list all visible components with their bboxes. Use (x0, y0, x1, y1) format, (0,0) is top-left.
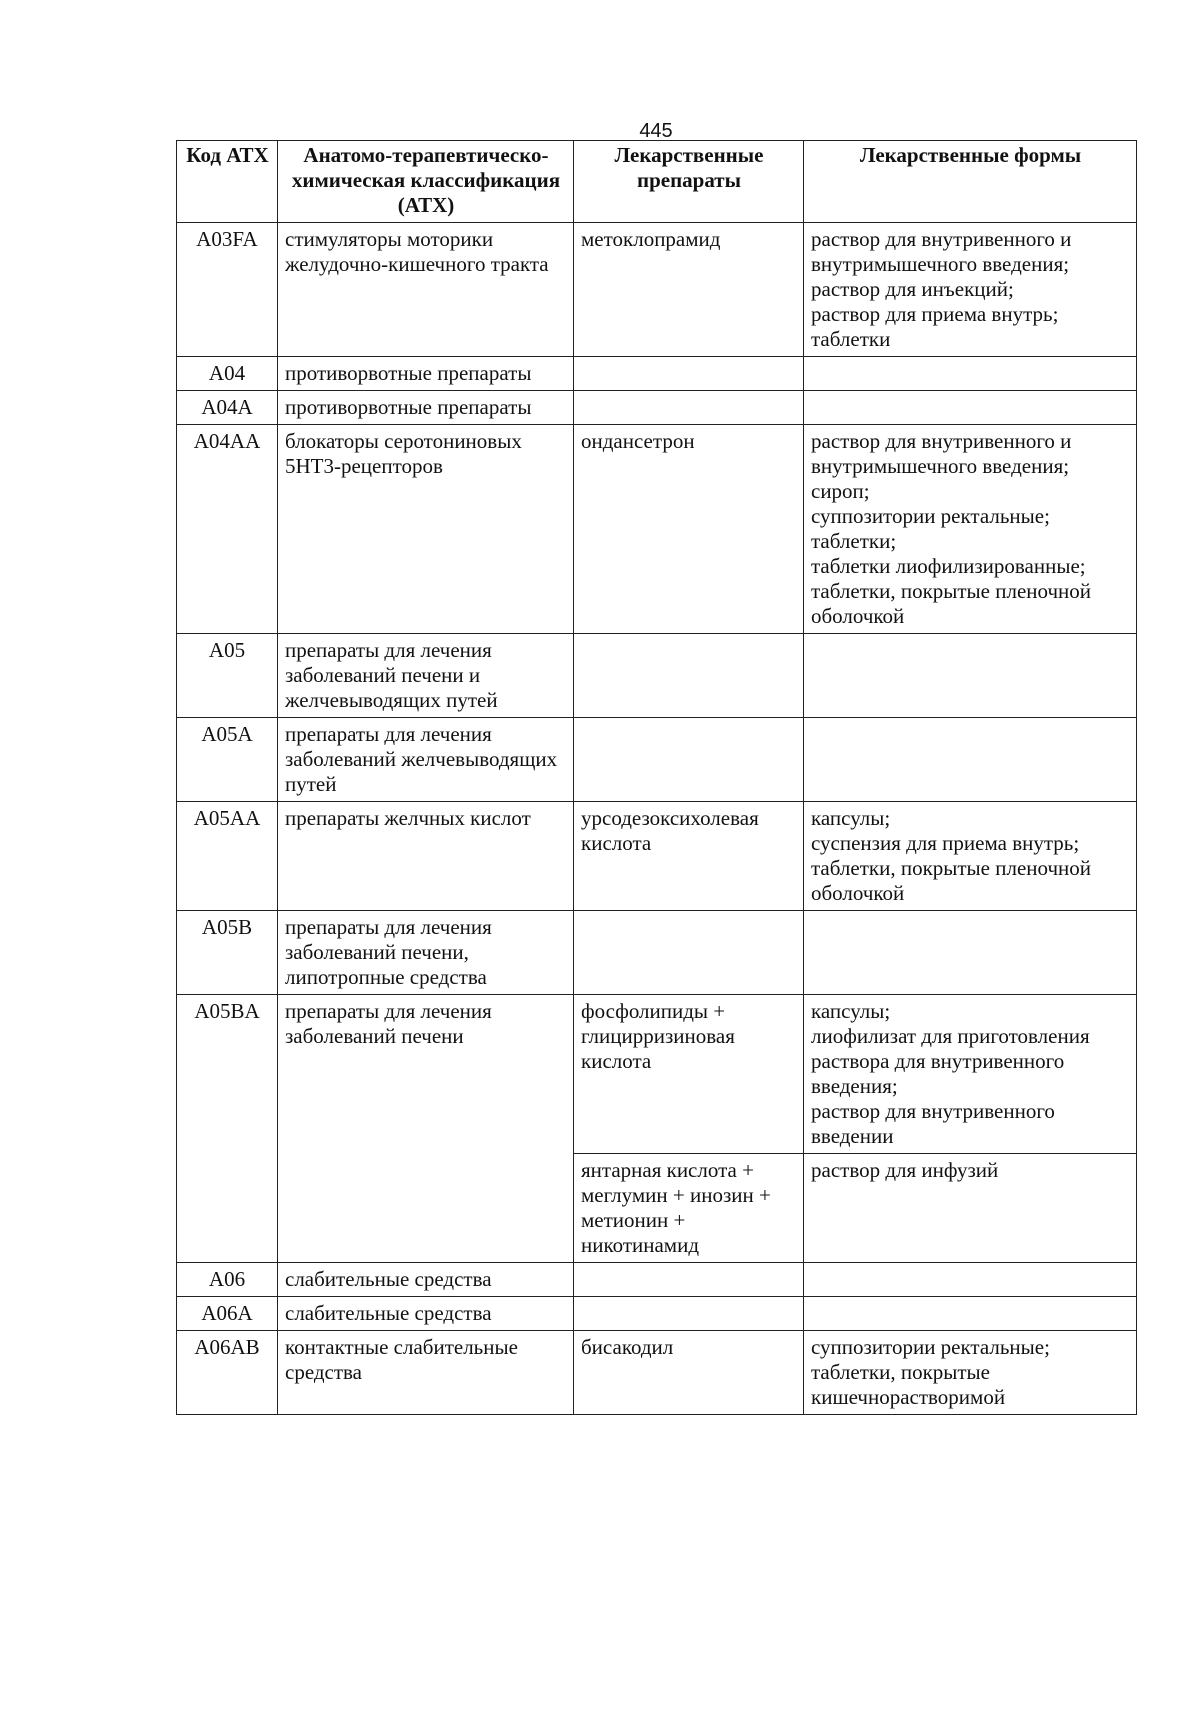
table-row (177, 911, 1137, 995)
header-dosage-forms: Лекарственные формы (804, 141, 1137, 223)
drug-cell (574, 357, 804, 391)
table-row (177, 634, 1137, 718)
atx-code-cell: A03FA (177, 223, 278, 357)
dosage-form-item: капсулы; (811, 999, 891, 1023)
dosage-form-item: раствор для приема внутрь; (811, 302, 1059, 326)
drug-cell: янтарная кислота + меглумин + инозин + метионин + никотинамид (574, 1154, 804, 1263)
atx-classification-cell: препараты для лечения заболеваний желчевыводящих путей (278, 718, 574, 802)
atx-code-cell: A05AA (177, 802, 278, 911)
atx-classification-cell: противорвотные препараты (278, 357, 574, 391)
atx-code-cell: A05A (177, 718, 278, 802)
dosage-forms-cell (804, 223, 1137, 357)
table-header-row (177, 141, 1137, 223)
drug-cell (574, 634, 804, 718)
table-row (177, 1297, 1137, 1331)
dosage-form-item: раствор для внутривенного введении (811, 1099, 1055, 1148)
table-row (177, 995, 1137, 1154)
table-row (177, 1331, 1137, 1415)
dosage-form-item: раствор для инъекций; (811, 277, 1014, 301)
table-body (177, 223, 1137, 1415)
atx-classification-cell: препараты желчных кислот (278, 802, 574, 911)
atx-code-cell: A05B (177, 911, 278, 995)
atx-classification-cell: слабительные средства (278, 1297, 574, 1331)
dosage-form-item: таблетки; (811, 529, 897, 553)
table-row (177, 425, 1137, 634)
dosage-form-item: таблетки, покрытые кишечнорастворимой (811, 1360, 1006, 1409)
atx-code-cell: A05BA (177, 995, 278, 1263)
dosage-forms-cell (804, 391, 1137, 425)
dosage-form-item: раствор для внутривенного и внутримышечного введения; (811, 429, 1072, 478)
dosage-form-item: таблетки, покрытые пленочной оболочкой (811, 579, 1092, 628)
dosage-forms-cell (804, 911, 1137, 995)
dosage-forms-cell (804, 995, 1137, 1154)
dosage-forms-cell (804, 718, 1137, 802)
drug-cell (574, 1263, 804, 1297)
atx-classification-cell: препараты для лечения заболеваний печени и желчевыводящих путей (278, 634, 574, 718)
dosage-form-item: суппозитории ректальные; (811, 1335, 1050, 1359)
dosage-forms-cell (804, 634, 1137, 718)
atx-classification-cell: препараты для лечения заболеваний печени, липотропные средства (278, 911, 574, 995)
dosage-forms-cell (804, 1263, 1137, 1297)
atx-code-cell: A05 (177, 634, 278, 718)
atx-code-cell: A04A (177, 391, 278, 425)
table-row (177, 391, 1137, 425)
drug-cell (574, 911, 804, 995)
atx-classification-cell: слабительные средства (278, 1263, 574, 1297)
drug-cell (574, 1297, 804, 1331)
table-row (177, 802, 1137, 911)
dosage-form-item: капсулы; (811, 806, 891, 830)
atx-classification-cell: стимуляторы моторики желудочно-кишечного тракта (278, 223, 574, 357)
header-atx-code: Код АТХ (177, 141, 278, 223)
dosage-form-item: лиофилизат для приготовления раствора для внутривенного введения; (811, 1024, 1090, 1098)
header-atx-classification: Анатомо-терапевтическо-химическая классификация (АТХ) (278, 141, 574, 223)
atx-code-cell: A06 (177, 1263, 278, 1297)
dosage-form-item: таблетки лиофилизированные; (811, 554, 1086, 578)
dosage-forms-cell (804, 1297, 1137, 1331)
table-row (177, 1263, 1137, 1297)
dosage-form-item: таблетки (811, 327, 891, 351)
atx-table (176, 140, 1137, 1415)
page-number: 445 (639, 120, 673, 142)
atx-classification-cell: противорвотные препараты (278, 391, 574, 425)
dosage-forms-cell (804, 357, 1137, 391)
atx-classification-cell: препараты для лечения заболеваний печени (278, 995, 574, 1263)
header-drugs: Лекарственные препараты (574, 141, 804, 223)
dosage-form-item: раствор для инфузий (811, 1158, 999, 1182)
drug-cell: бисакодил (574, 1331, 804, 1415)
dosage-form-item: сироп; (811, 479, 870, 503)
drug-cell (574, 718, 804, 802)
atx-classification-cell: блокаторы серотониновых 5HT3-рецепторов (278, 425, 574, 634)
atx-code-cell: A06A (177, 1297, 278, 1331)
drug-cell: фосфолипиды + глицирризиновая кислота (574, 995, 804, 1154)
dosage-form-item: суспензия для приема внутрь; (811, 831, 1080, 855)
dosage-forms-cell (804, 1331, 1137, 1415)
atx-code-cell: A04 (177, 357, 278, 391)
drug-cell: урсодезоксихолевая кислота (574, 802, 804, 911)
table-row (177, 357, 1137, 391)
dosage-form-item: суппозитории ректальные; (811, 504, 1050, 528)
drug-cell: метоклопрамид (574, 223, 804, 357)
dosage-forms-cell (804, 425, 1137, 634)
atx-code-cell: A06AB (177, 1331, 278, 1415)
atx-code-cell: A04AA (177, 425, 278, 634)
drug-cell: ондансетрон (574, 425, 804, 634)
atx-classification-cell: контактные слабительные средства (278, 1331, 574, 1415)
dosage-forms-cell (804, 802, 1137, 911)
dosage-form-item: таблетки, покрытые пленочной оболочкой (811, 856, 1092, 905)
dosage-form-item: раствор для внутривенного и внутримышечного введения; (811, 227, 1072, 276)
dosage-forms-cell (804, 1154, 1137, 1263)
table-row (177, 718, 1137, 802)
drug-cell (574, 391, 804, 425)
table-row (177, 223, 1137, 357)
